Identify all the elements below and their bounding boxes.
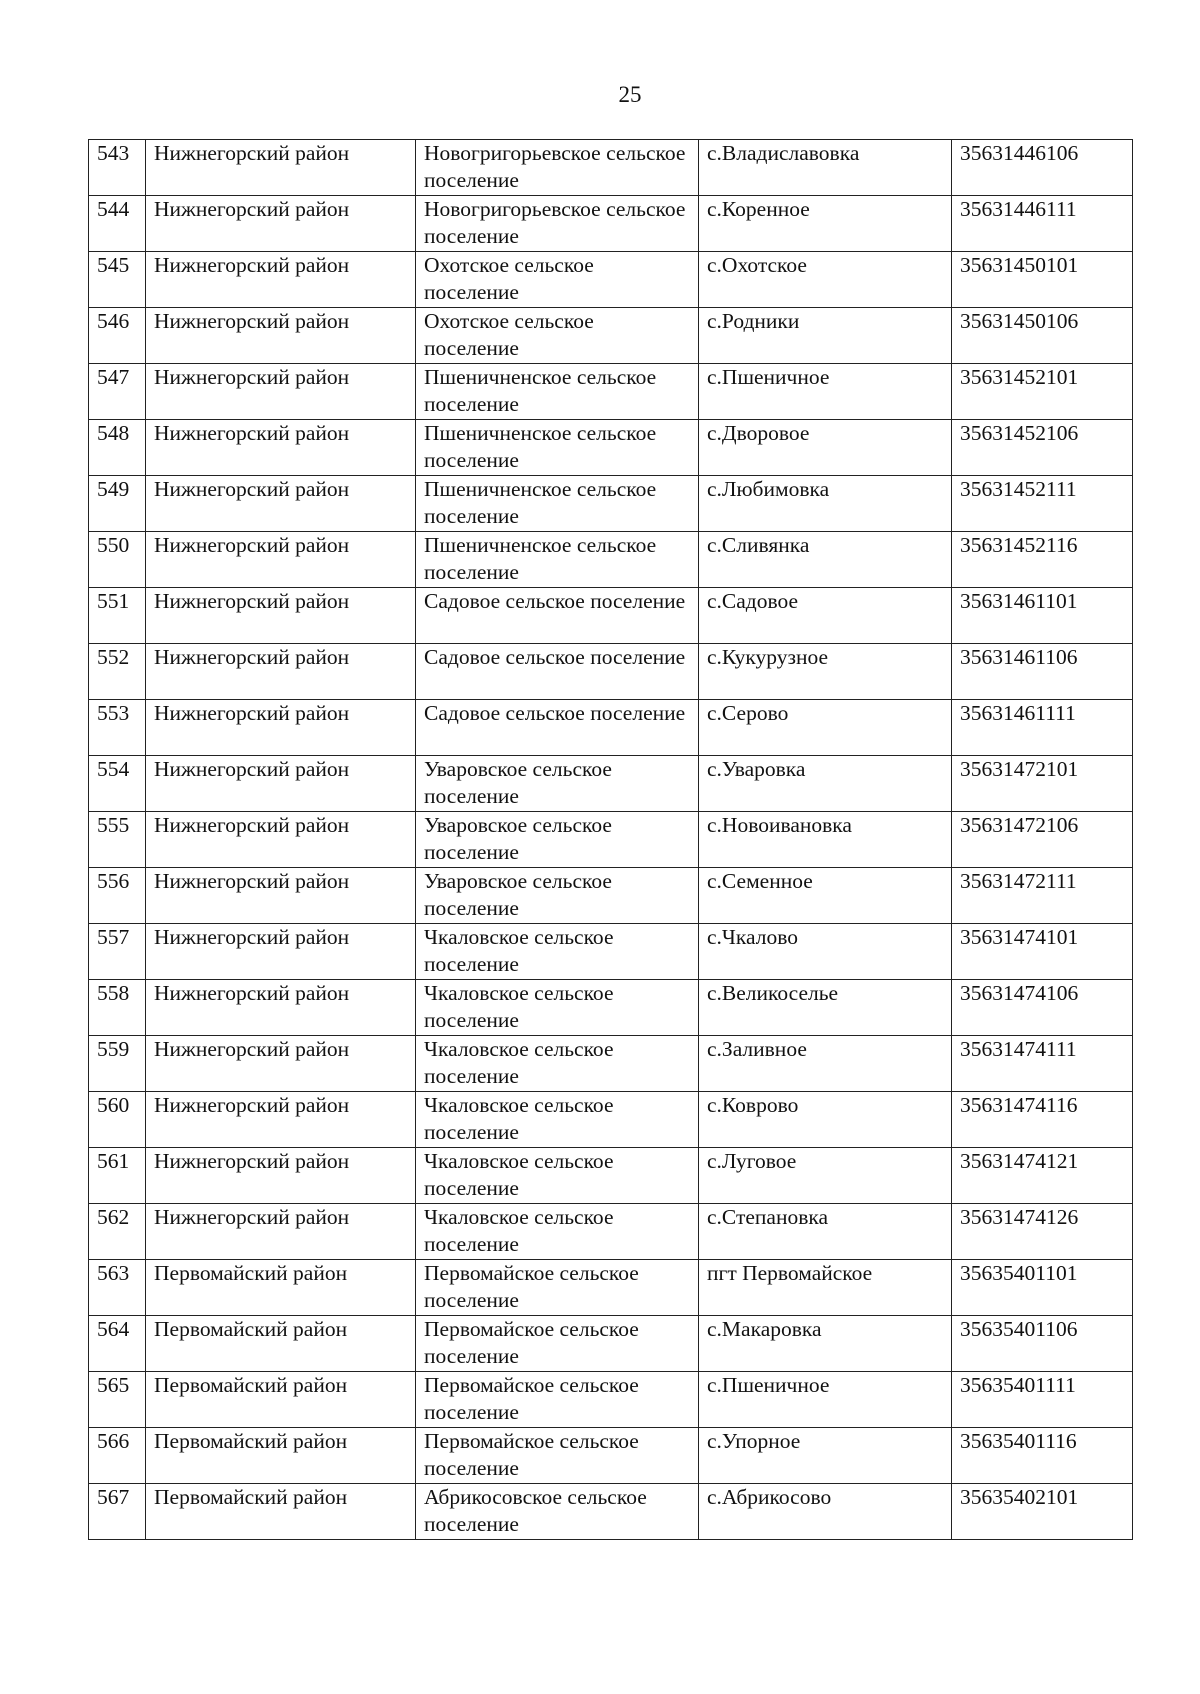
oktmo-code-cell: 35635401116 <box>952 1428 1133 1484</box>
oktmo-code-cell: 35631461101 <box>952 588 1133 644</box>
row-number-cell: 557 <box>89 924 146 980</box>
table-body <box>89 140 1133 1540</box>
district-cell: Нижнегорский район <box>146 1036 416 1092</box>
district-cell: Нижнегорский район <box>146 196 416 252</box>
row-number-cell: 560 <box>89 1092 146 1148</box>
table-row <box>89 1372 1133 1428</box>
oktmo-code-cell: 35631450106 <box>952 308 1133 364</box>
municipality-cell: Чкаловское сельское поселение <box>416 1148 699 1204</box>
municipality-cell: Уваровское сельское поселение <box>416 756 699 812</box>
row-number-cell: 564 <box>89 1316 146 1372</box>
row-number-cell: 545 <box>89 252 146 308</box>
settlement-cell: с.Коренное <box>699 196 952 252</box>
district-cell: Нижнегорский район <box>146 420 416 476</box>
municipality-cell: Охотское сельское поселение <box>416 308 699 364</box>
oktmo-code-cell: 35635401106 <box>952 1316 1133 1372</box>
municipality-cell: Новогригорьевское сельское поселение <box>416 196 699 252</box>
row-number-cell: 549 <box>89 476 146 532</box>
municipality-cell: Чкаловское сельское поселение <box>416 1092 699 1148</box>
district-cell: Нижнегорский район <box>146 812 416 868</box>
table-row <box>89 1204 1133 1260</box>
district-cell: Нижнегорский район <box>146 476 416 532</box>
oktmo-code-cell: 35631474111 <box>952 1036 1133 1092</box>
row-number-cell: 558 <box>89 980 146 1036</box>
oktmo-code-cell: 35631452101 <box>952 364 1133 420</box>
municipality-cell: Садовое сельское поселение <box>416 588 699 644</box>
row-number-cell: 553 <box>89 700 146 756</box>
oktmo-code-cell: 35635402101 <box>952 1484 1133 1540</box>
row-number-cell: 556 <box>89 868 146 924</box>
oktmo-code-cell: 35631461111 <box>952 700 1133 756</box>
oktmo-code-cell: 35631472111 <box>952 868 1133 924</box>
district-cell: Первомайский район <box>146 1316 416 1372</box>
municipality-cell: Первомайское сельское поселение <box>416 1316 699 1372</box>
district-cell: Нижнегорский район <box>146 364 416 420</box>
district-cell: Нижнегорский район <box>146 980 416 1036</box>
settlement-cell: с.Владиславовка <box>699 140 952 196</box>
municipality-cell: Чкаловское сельское поселение <box>416 1036 699 1092</box>
table-row <box>89 364 1133 420</box>
oktmo-code-cell: 35635401101 <box>952 1260 1133 1316</box>
oktmo-code-cell: 35631472101 <box>952 756 1133 812</box>
municipality-cell: Садовое сельское поселение <box>416 700 699 756</box>
oktmo-code-cell: 35631474126 <box>952 1204 1133 1260</box>
district-cell: Нижнегорский район <box>146 532 416 588</box>
row-number-cell: 561 <box>89 1148 146 1204</box>
municipality-cell: Пшеничненское сельское поселение <box>416 420 699 476</box>
table-row <box>89 1484 1133 1540</box>
row-number-cell: 551 <box>89 588 146 644</box>
district-cell: Нижнегорский район <box>146 140 416 196</box>
municipality-cell: Пшеничненское сельское поселение <box>416 532 699 588</box>
oktmo-code-cell: 35631474106 <box>952 980 1133 1036</box>
settlement-cell: с.Кукурузное <box>699 644 952 700</box>
district-cell: Нижнегорский район <box>146 1204 416 1260</box>
municipality-cell: Первомайское сельское поселение <box>416 1260 699 1316</box>
row-number-cell: 547 <box>89 364 146 420</box>
municipality-cell: Новогригорьевское сельское поселение <box>416 140 699 196</box>
district-cell: Первомайский район <box>146 1428 416 1484</box>
oktmo-code-cell: 35631452106 <box>952 420 1133 476</box>
district-cell: Нижнегорский район <box>146 588 416 644</box>
table-row <box>89 308 1133 364</box>
district-cell: Нижнегорский район <box>146 308 416 364</box>
settlement-cell: с.Заливное <box>699 1036 952 1092</box>
oktmo-code-cell: 35631472106 <box>952 812 1133 868</box>
settlement-cell: с.Упорное <box>699 1428 952 1484</box>
table-row <box>89 980 1133 1036</box>
row-number-cell: 567 <box>89 1484 146 1540</box>
table-row <box>89 420 1133 476</box>
table-row <box>89 756 1133 812</box>
settlement-cell: с.Пшеничное <box>699 364 952 420</box>
district-cell: Нижнегорский район <box>146 924 416 980</box>
table-row <box>89 1148 1133 1204</box>
oktmo-code-cell: 35631461106 <box>952 644 1133 700</box>
municipality-cell: Чкаловское сельское поселение <box>416 924 699 980</box>
oktmo-code-cell: 35631450101 <box>952 252 1133 308</box>
settlement-cell: с.Степановка <box>699 1204 952 1260</box>
district-cell: Первомайский район <box>146 1260 416 1316</box>
municipality-cell: Пшеничненское сельское поселение <box>416 364 699 420</box>
district-cell: Нижнегорский район <box>146 756 416 812</box>
settlement-cell: пгт Первомайское <box>699 1260 952 1316</box>
row-number-cell: 565 <box>89 1372 146 1428</box>
district-cell: Нижнегорский район <box>146 868 416 924</box>
settlement-cell: с.Родники <box>699 308 952 364</box>
municipality-cell: Охотское сельское поселение <box>416 252 699 308</box>
municipality-cell: Абрикосовское сельское поселение <box>416 1484 699 1540</box>
row-number-cell: 546 <box>89 308 146 364</box>
district-cell: Первомайский район <box>146 1372 416 1428</box>
table-row <box>89 196 1133 252</box>
settlement-cell: с.Охотское <box>699 252 952 308</box>
oktmo-code-cell: 35631474101 <box>952 924 1133 980</box>
district-cell: Нижнегорский район <box>146 1092 416 1148</box>
page-number: 25 <box>618 82 642 107</box>
oktmo-code-cell: 35631452111 <box>952 476 1133 532</box>
oktmo-code-cell: 35635401111 <box>952 1372 1133 1428</box>
district-cell: Нижнегорский район <box>146 644 416 700</box>
settlement-cell: с.Семенное <box>699 868 952 924</box>
table-row <box>89 868 1133 924</box>
table-row <box>89 588 1133 644</box>
table-row <box>89 1036 1133 1092</box>
row-number-cell: 552 <box>89 644 146 700</box>
row-number-cell: 563 <box>89 1260 146 1316</box>
row-number-cell: 555 <box>89 812 146 868</box>
municipality-cell: Первомайское сельское поселение <box>416 1428 699 1484</box>
municipality-cell: Уваровское сельское поселение <box>416 812 699 868</box>
table-row <box>89 644 1133 700</box>
municipality-cell: Пшеничненское сельское поселение <box>416 476 699 532</box>
settlement-cell: с.Сливянка <box>699 532 952 588</box>
settlement-cell: с.Чкалово <box>699 924 952 980</box>
municipality-cell: Чкаловское сельское поселение <box>416 980 699 1036</box>
table-row <box>89 1428 1133 1484</box>
oktmo-code-cell: 35631474116 <box>952 1092 1133 1148</box>
table-row <box>89 252 1133 308</box>
settlement-cell: с.Макаровка <box>699 1316 952 1372</box>
oktmo-code-cell: 35631452116 <box>952 532 1133 588</box>
table-row <box>89 1316 1133 1372</box>
settlement-cell: с.Луговое <box>699 1148 952 1204</box>
oktmo-code-cell: 35631446111 <box>952 196 1133 252</box>
table-row <box>89 812 1133 868</box>
settlements-table <box>88 139 1133 1540</box>
row-number-cell: 544 <box>89 196 146 252</box>
municipality-cell: Садовое сельское поселение <box>416 644 699 700</box>
settlement-cell: с.Любимовка <box>699 476 952 532</box>
table-row <box>89 924 1133 980</box>
district-cell: Первомайский район <box>146 1484 416 1540</box>
municipality-cell: Уваровское сельское поселение <box>416 868 699 924</box>
table-row <box>89 476 1133 532</box>
row-number-cell: 559 <box>89 1036 146 1092</box>
municipality-cell: Чкаловское сельское поселение <box>416 1204 699 1260</box>
settlement-cell: с.Пшеничное <box>699 1372 952 1428</box>
row-number-cell: 562 <box>89 1204 146 1260</box>
settlement-cell: с.Абрикосово <box>699 1484 952 1540</box>
settlement-cell: с.Серово <box>699 700 952 756</box>
district-cell: Нижнегорский район <box>146 252 416 308</box>
settlement-cell: с.Уваровка <box>699 756 952 812</box>
oktmo-code-cell: 35631446106 <box>952 140 1133 196</box>
row-number-cell: 566 <box>89 1428 146 1484</box>
table-row <box>89 1260 1133 1316</box>
row-number-cell: 543 <box>89 140 146 196</box>
settlement-cell: с.Садовое <box>699 588 952 644</box>
municipality-cell: Первомайское сельское поселение <box>416 1372 699 1428</box>
row-number-cell: 554 <box>89 756 146 812</box>
table-row <box>89 1092 1133 1148</box>
district-cell: Нижнегорский район <box>146 700 416 756</box>
oktmo-code-cell: 35631474121 <box>952 1148 1133 1204</box>
row-number-cell: 548 <box>89 420 146 476</box>
table-row <box>89 140 1133 196</box>
settlement-cell: с.Коврово <box>699 1092 952 1148</box>
settlement-cell: с.Дворовое <box>699 420 952 476</box>
table-row <box>89 700 1133 756</box>
settlement-cell: с.Великоселье <box>699 980 952 1036</box>
settlement-cell: с.Новоивановка <box>699 812 952 868</box>
row-number-cell: 550 <box>89 532 146 588</box>
district-cell: Нижнегорский район <box>146 1148 416 1204</box>
table-row <box>89 532 1133 588</box>
